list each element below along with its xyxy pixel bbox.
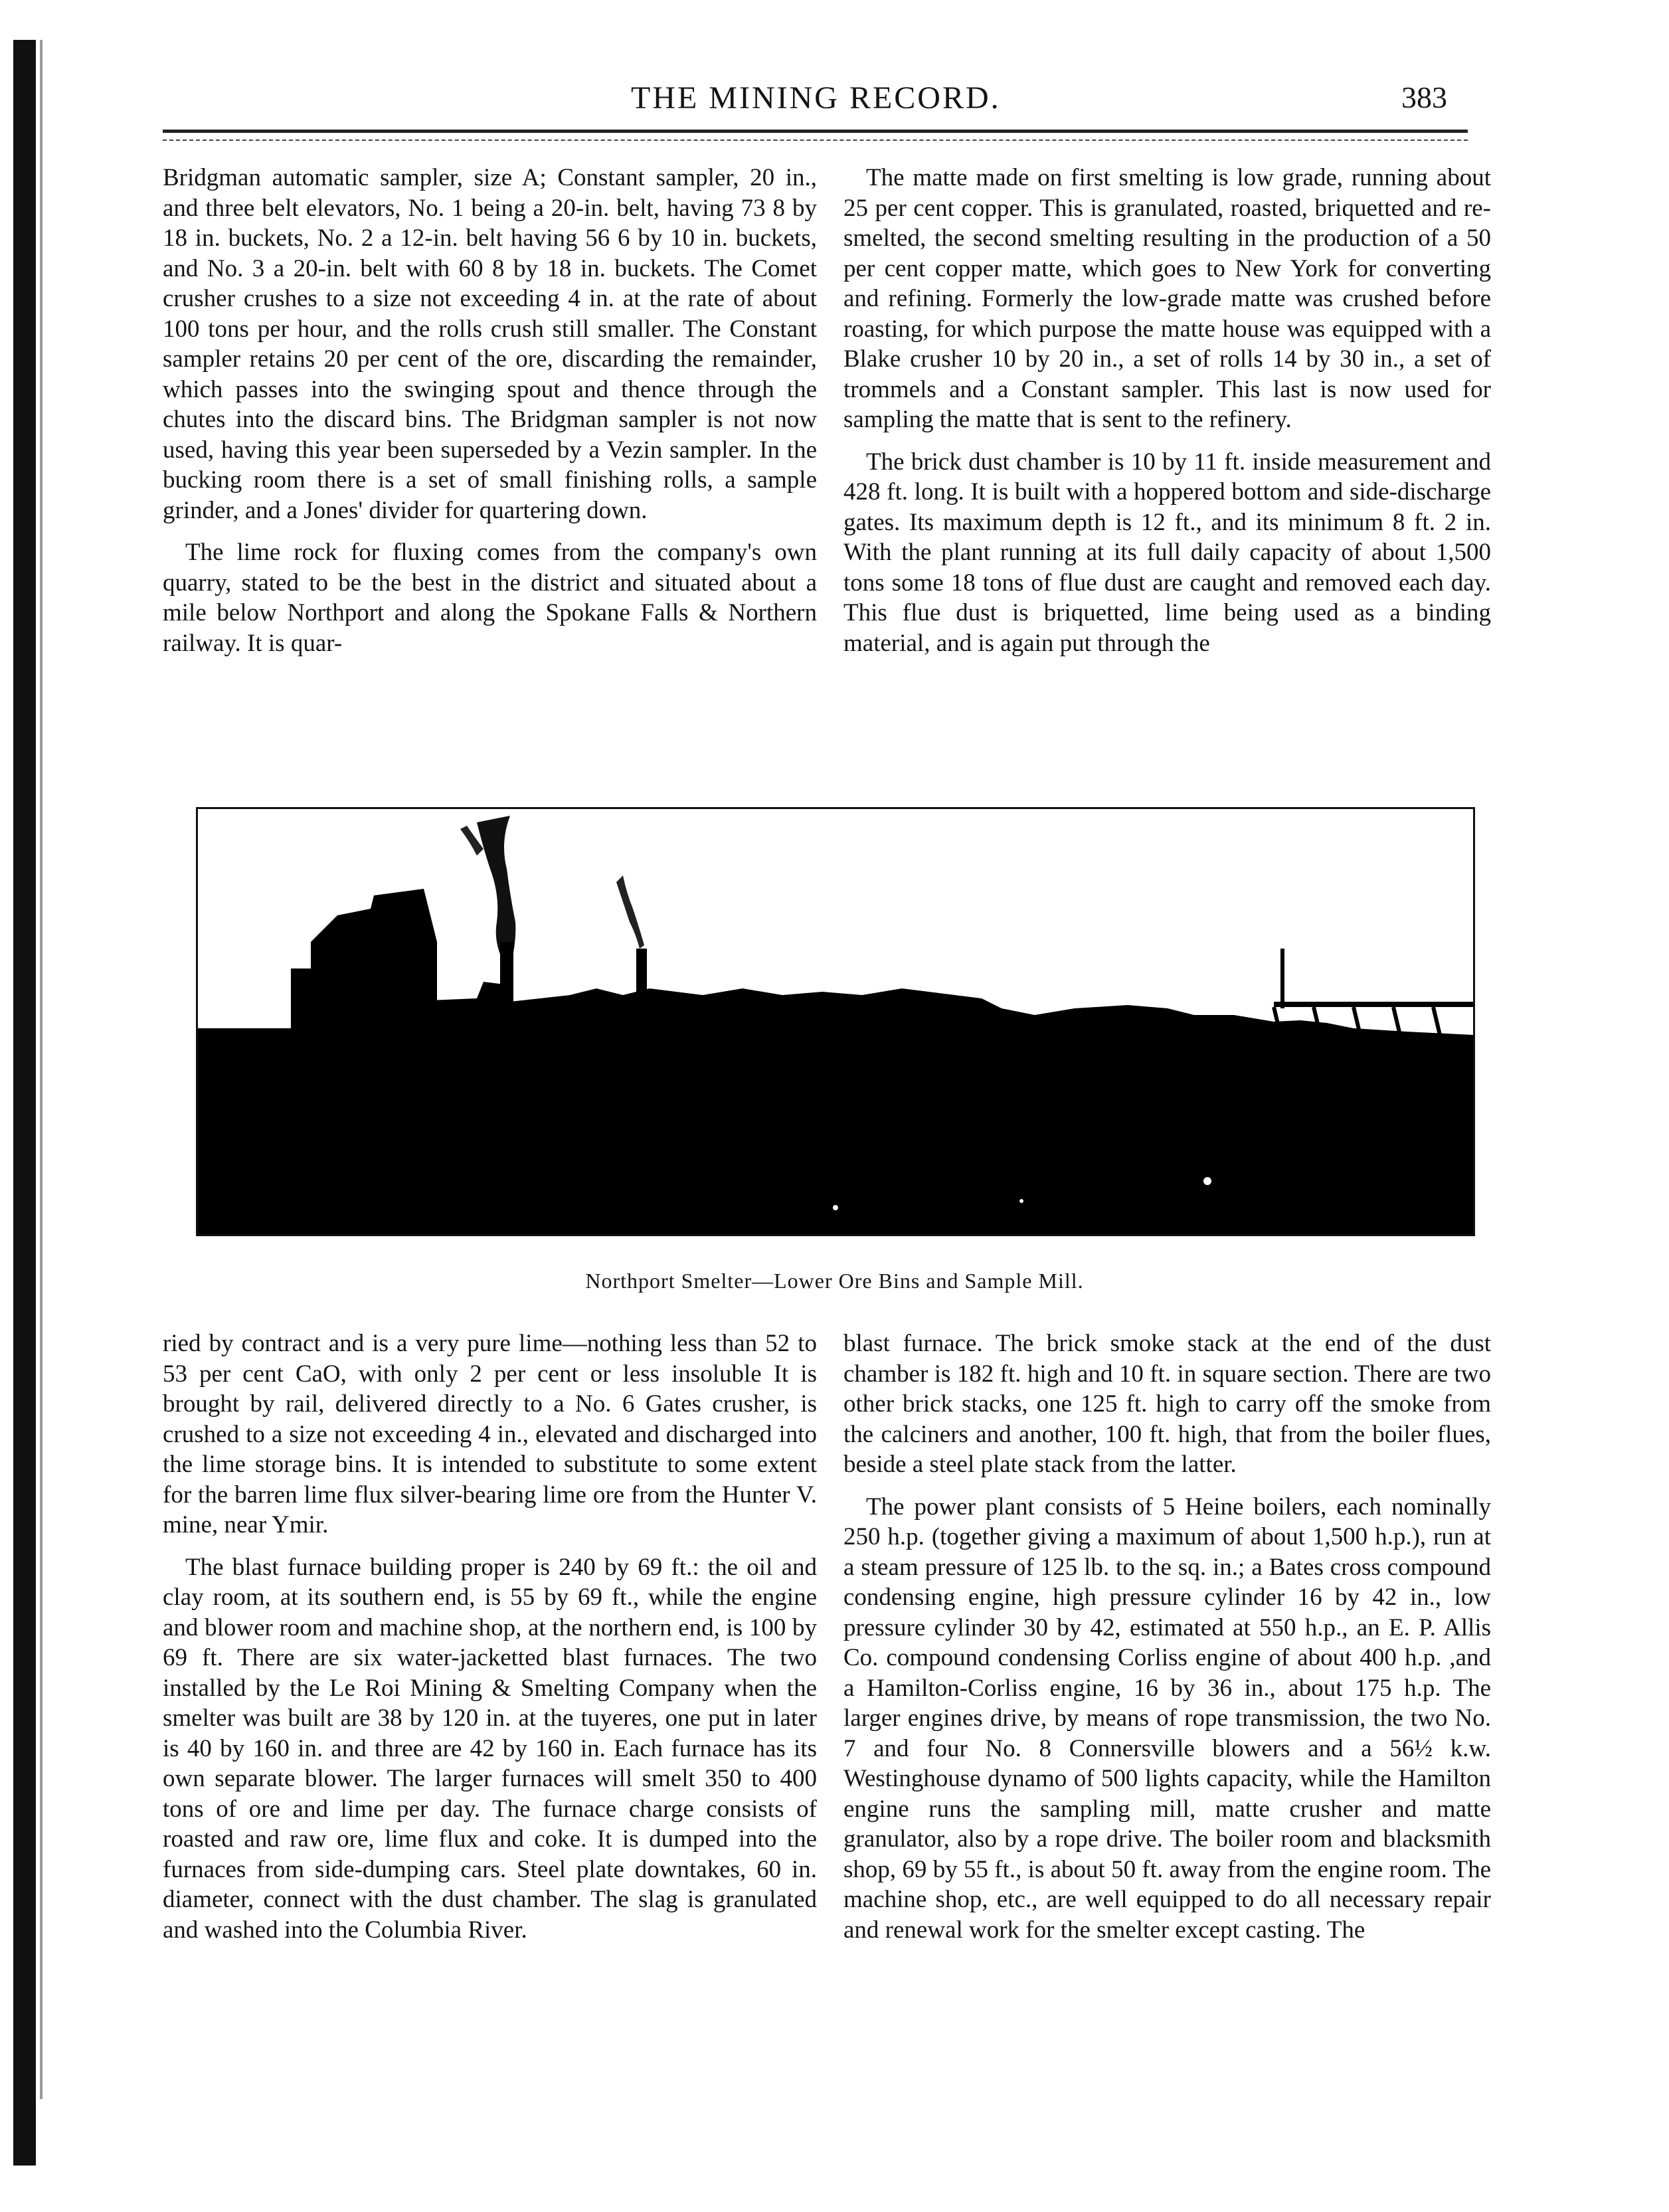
journal-title: THE MINING RECORD. <box>631 80 1001 116</box>
column-top-left <box>163 163 817 670</box>
column-bottom-right <box>843 1329 1491 1957</box>
paragraph: blast furnace. The brick smoke stack at the end of the dust chamber is 182 ft. high and 10 ft. in square section. There are two other brick stacks, one 125 ft. high to carry off the smoke from the calciners and another, 100 ft. high, that from the boiler flues, beside a steel plate stack from the latter. <box>843 1330 1491 1478</box>
running-header <box>0 73 1669 126</box>
paragraph: The matte made on first smelting is low grade, running about 25 per cent copper. This is granulated, roasted, briquetted and re-smelted, the second smelting resulting in the production of a 50 per cent copper matte, which goes to New York for converting and refining. Formerly the low-grade matte was crushed before roasting, for which purpose the matte house was equipped with a Blake crusher 10 by 20 in., a set of rolls 14 by 30 in., a set of trommels and a Constant sampler. This last is now used for sampling the matte that is sent to the refinery. <box>843 164 1491 433</box>
paragraph: Bridgman automatic sampler, size A; Constant sampler, 20 in., and three belt elevators, No. 1 being a 20-in. belt, having 73 8 by 18 in. buckets, No. 2 a 12-in. belt having 56 6 by 10 in. buckets, and No. 3 a 20-in. belt with 60 8 by 18 in. buckets. The Comet crusher crushes to a size not exceeding 4 in. at the rate of about 100 tons per hour, and the rolls crush still smaller. The Constant sampler retains 20 per cent of the ore, discarding the remainder, which passes into the swinging spout and thence through the chutes into the discard bins. The Bridgman sampler is not now used, having this year been superseded by a Vezin sampler. In the bucking room there is a set of small finishing rolls, a sample grinder, and a Jones' divider for quartering down. <box>163 164 817 524</box>
header-rule <box>163 130 1468 141</box>
paragraph: ried by contract and is a very pure lime—nothing less than 52 to 53 per cent CaO, with only 2 per cent or less insoluble It is brought by rail, delivered directly to a No. 6 Gates crusher, is crushed to a size not exceeding 4 in., elevated and discharged into the lime storage bins. It is intended to substitute to some extent for the barren lime flux silver-bearing lime ore from the Hunter V. mine, near Ymir. <box>163 1330 817 1538</box>
page-number: 383 <box>1401 80 1447 114</box>
smelter-photograph <box>196 807 1475 1236</box>
paragraph: The blast furnace building proper is 240 by 69 ft.: the oil and clay room, at its southern end, is 55 by 69 ft., while the engine and blower room and machine shop, at the northern end, is 100 by 69 ft. There are six water-jacketted blast furnaces. The two installed by the Le Roi Mining & Smelting Company when the smelter was built are 38 by 120 in. at the tuyeres, one put in later is 40 by 160 in. and three are 42 by 160 in. Each furnace has its own separate blower. The larger furnaces will smelt 350 to 400 tons of ore and lime per day. The furnace charge consists of roasted and raw ore, lime flux and coke. It is dumped into the furnaces from side-dumping cars. Steel plate downtakes, 60 in. diameter, connect with the dust chamber. The slag is granulated and washed into the Columbia River. <box>163 1553 817 1944</box>
paragraph: The brick dust chamber is 10 by 11 ft. inside measurement and 428 ft. long. It is built with a hoppered bottom and side-discharge gates. Its maximum depth is 12 ft., and its minimum 8 ft. 2 in. With the plant running at its full daily capacity of about 1,500 tons some 18 tons of flue dust are caught and removed each day. This flue dust is briquetted, lime being used as a binding material, and is again put through the <box>843 448 1491 657</box>
column-bottom-left <box>163 1329 817 1957</box>
paragraph: The lime rock for fluxing comes from the company's own quarry, stated to be the best in the district and situated about a mile below Northport and along the Spokane Falls & Northern railway. It is quar- <box>163 539 817 657</box>
smelter-silhouette-image <box>198 809 1473 1234</box>
column-top-right <box>843 163 1491 670</box>
page-edge-shadow <box>40 40 43 2099</box>
photo-caption: Northport Smelter—Lower Ore Bins and Sample Mill. <box>585 1269 1084 1293</box>
paragraph: The power plant consists of 5 Heine boilers, each nominally 250 h.p. (together giving a maximum of about 1,500 h.p.), run at a steam pressure of 125 lb. to the sq. in.; a Bates cross compound condensing engine, high pressure cylinder 16 by 42 in., low pressure cylinder 30 by 42, estimated at 550 h.p., an E. P. Allis Co. compound condensing Corliss engine of about 400 h.p. ,and a Hamilton-Corliss engine, 16 by 36 in., about 175 h.p. The larger engines drive, by means of rope transmission, the two No. 7 and four No. 8 Connersville blowers and a 56½ k.w. Westinghouse dynamo of 500 lights capacity, while the Hamilton engine runs the sampling mill, matte crusher and matte granulator, also by a rope drive. The boiler room and blacksmith shop, 69 by 55 ft., is about 50 ft. away from the engine room. The machine shop, etc., are well equipped to do all necessary repair and renewal work for the smelter except casting. The <box>843 1493 1491 1944</box>
page-edge-binding <box>13 40 36 2166</box>
